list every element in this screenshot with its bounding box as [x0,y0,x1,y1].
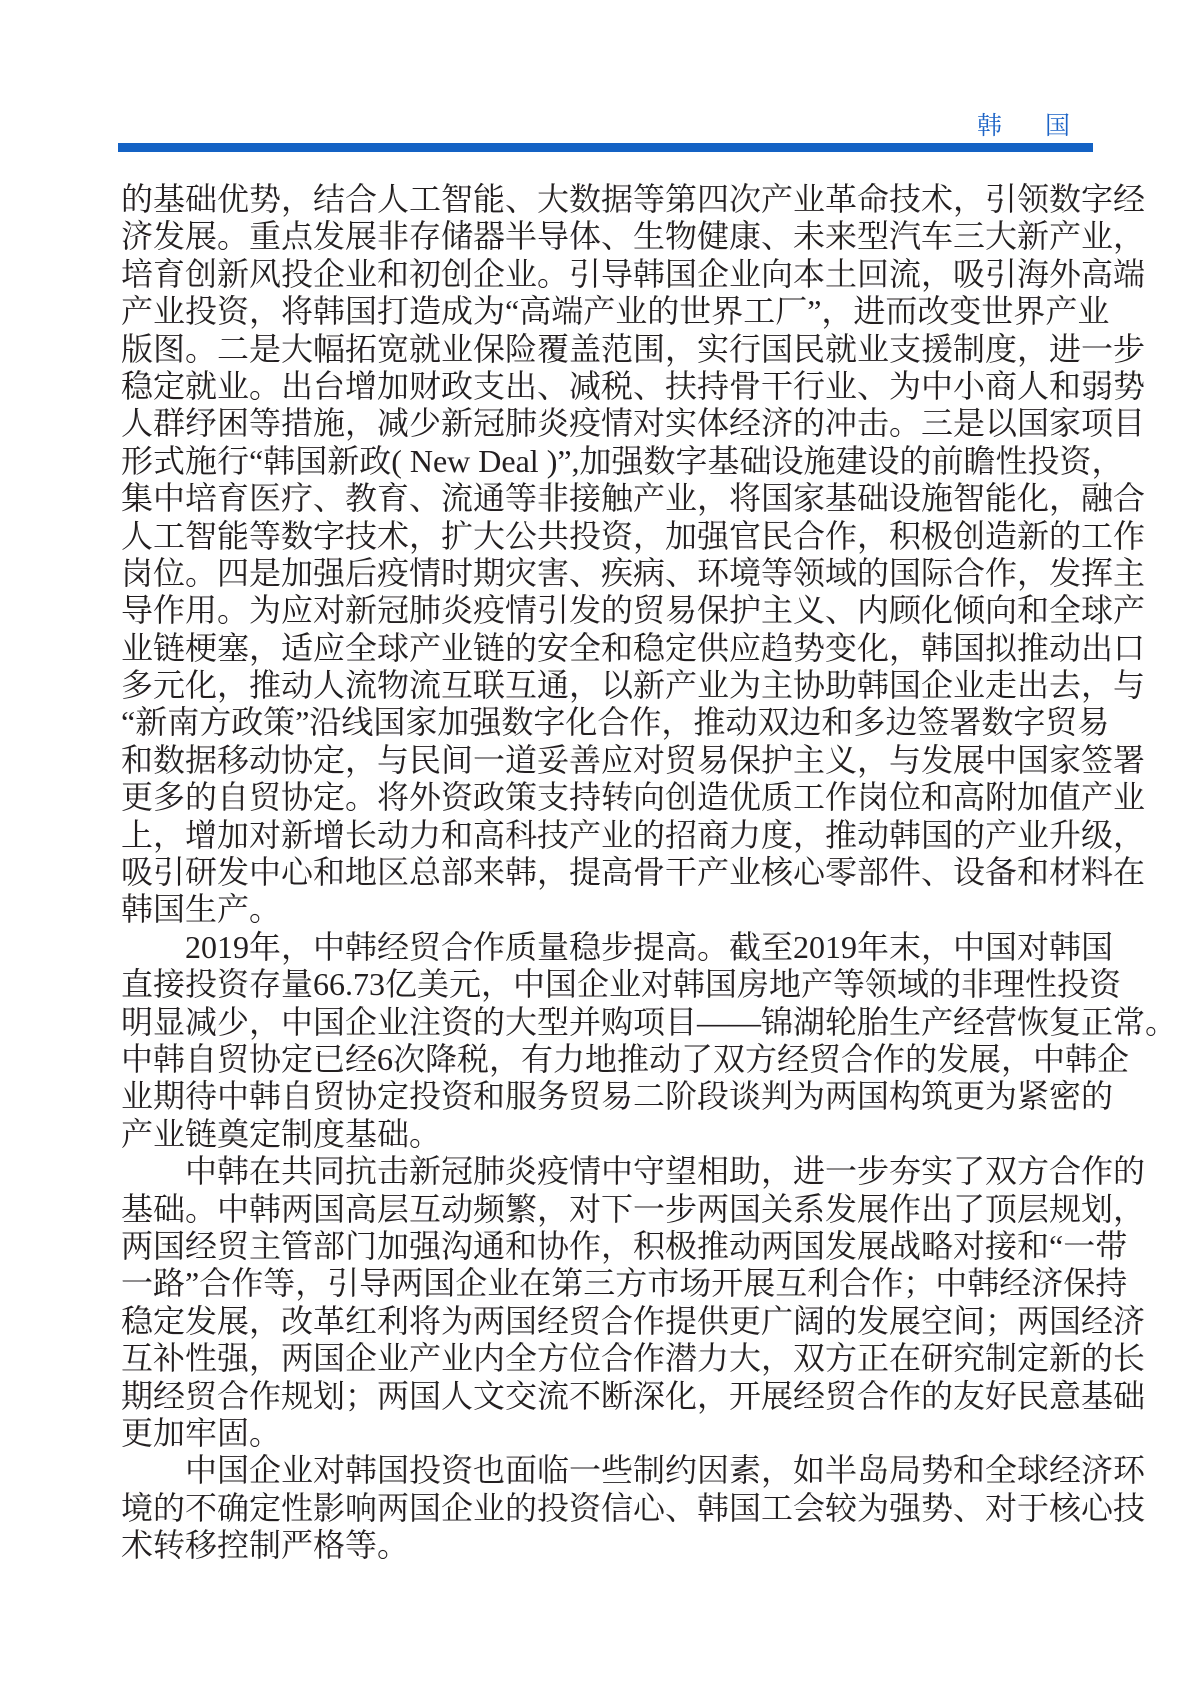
text-line: 2019年，中韩经贸合作质量稳步提高。截至2019年末，中国对韩国 [185,928,1114,965]
text-line: 导作用。为应对新冠肺炎疫情引发的贸易保护主义、内顾化倾向和全球产 [121,592,1146,629]
text-line: 和数据移动协定，与民间一道妥善应对贸易保护主义，与发展中国家签署 [121,741,1146,778]
text-line: 岗位。四是加强后疫情时期灾害、疾病、环境等领域的国际合作，发挥主 [121,554,1146,591]
text-line: 基础。中韩两国高层互动频繁，对下一步两国关系发展作出了顶层规划， [121,1190,1146,1227]
text-line: 济发展。重点发展非存储器半导体、生物健康、未来型汽车三大新产业， [121,218,1146,255]
text-line: 更多的自贸协定。将外资政策支持转向创造优质工作岗位和高附加值产业 [121,779,1146,816]
paragraph [121,181,1146,929]
text-line: 中国企业对韩国投资也面临一些制约因素，如半岛局势和全球经济环 [185,1452,1146,1489]
text-line: 明显减少，中国企业注资的大型并购项目——锦湖轮胎生产经营恢复正常。 [121,1003,1178,1040]
text-line: 互补性强，两国企业产业内全方位合作潜力大，双方正在研究制定新的长 [121,1340,1146,1377]
text-line: 形式施行“韩国新政( New Deal )”,加强数字基础设施建设的前瞻性投资， [121,442,1124,479]
paragraph [121,1452,1146,1564]
text-line: 产业链奠定制度基础。 [121,1115,442,1152]
text-line: 稳定发展，改革红利将为两国经贸合作提供更广阔的发展空间；两国经济 [121,1302,1146,1339]
text-line: 韩国生产。 [121,891,282,928]
text-line: 人工智能等数字技术，扩大公共投资，加强官民合作，积极创造新的工作 [121,517,1146,554]
text-line: 的基础优势，结合人工智能、大数据等第四次产业革命技术，引领数字经 [121,181,1146,217]
text-line: 中韩自贸协定已经6次降税，有力地推动了双方经贸合作的发展，中韩企 [121,1040,1130,1077]
text-line: 集中培育医疗、教育、流通等非接触产业，将国家基础设施智能化，融合 [121,480,1146,517]
text-line: 培育创新风投企业和初创企业。引导韩国企业向本土回流，吸引海外高端 [121,255,1146,292]
text-line: 吸引研发中心和地区总部来韩，提高骨干产业核心零部件、设备和材料在 [121,854,1146,891]
text-line: 产业投资，将韩国打造成为“高端产业的世界工厂”，进而改变世界产业 [121,293,1110,330]
text-line: 版图。二是大幅拓宽就业保险覆盖范围，实行国民就业支援制度，进一步 [121,330,1146,367]
text-line: “新南方政策”沿线国家加强数字化合作，推动双边和多边签署数字贸易 [121,704,1110,741]
text-line: 业链梗塞，适应全球产业链的安全和稳定供应趋势变化，韩国拟推动出口 [121,629,1146,666]
text-line: 上，增加对新增长动力和高科技产业的招商力度，推动韩国的产业升级， [121,816,1146,853]
text-line: 直接投资存量66.73亿美元，中国企业对韩国房地产等领域的非理性投资 [121,966,1122,1003]
text-line: 稳定就业。出台增加财政支出、减税、扶持骨干行业、为中小商人和弱势 [121,367,1146,404]
text-line: 一路”合作等，引导两国企业在第三方市场开展互利合作；中韩经济保持 [121,1265,1128,1302]
text-line: 术转移控制严格等。 [121,1527,410,1564]
header-rule [118,143,1093,152]
text-line: 多元化，推动人流物流互联互通，以新产业为主协助韩国企业走出去，与 [121,667,1146,704]
body-text [121,181,1178,1564]
text-line: 境的不确定性影响两国企业的投资信心、韩国工会较为强势、对于核心技 [121,1489,1146,1526]
running-head: 韩 国 [977,112,1088,140]
text-line: 业期待中韩自贸协定投资和服务贸易二阶段谈判为两国构筑更为紧密的 [121,1078,1114,1115]
paragraph [121,928,1178,1153]
text-line: 两国经贸主管部门加强沟通和协作，积极推动两国发展战略对接和“一带 [121,1227,1128,1264]
text-line: 人群纾困等措施，减少新冠肺炎疫情对实体经济的冲击。三是以国家项目 [121,405,1146,442]
text-line: 期经贸合作规划；两国人文交流不断深化，开展经贸合作的友好民意基础 [121,1377,1146,1414]
text-line: 中韩在共同抗击新冠肺炎疫情中守望相助，进一步夯实了双方合作的 [185,1153,1146,1190]
text-line: 更加牢固。 [121,1414,282,1451]
paragraph [121,1153,1146,1452]
